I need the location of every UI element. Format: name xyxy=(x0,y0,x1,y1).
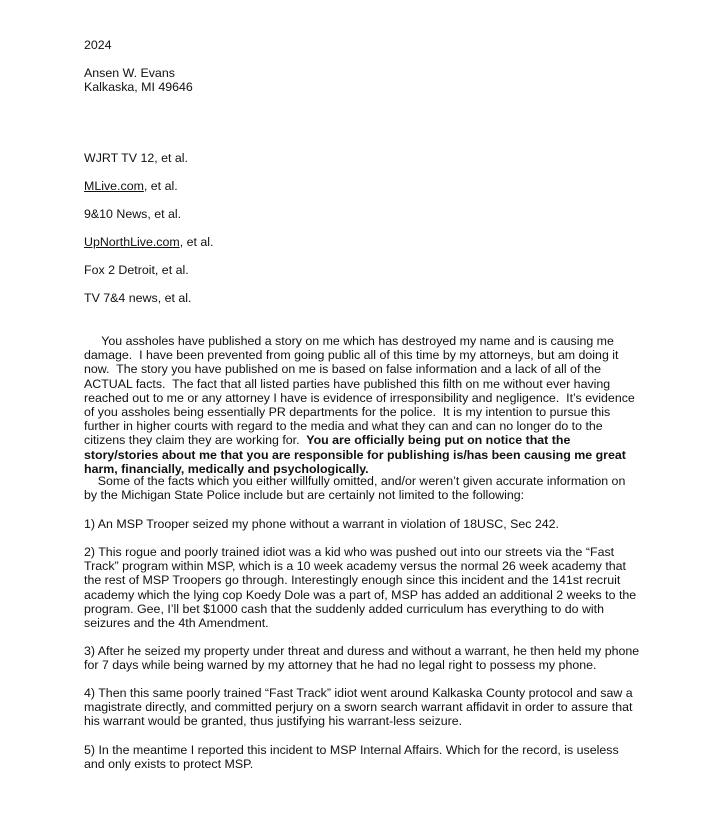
sender-name: Ansen W. Evans xyxy=(84,66,175,80)
recipient-line xyxy=(84,151,188,165)
body-paragraph: Some of the facts which you either willfully omitted, and/or weren’t given accurate information on by the Michigan State Police include but are certainly not limited to the following: xyxy=(84,474,629,503)
fact-item-text: 3) After he seized my property under threat and duress and without a warrant, he then held my phone for 7 days while being warned by my attorney that he had no legal right to possess my phone. xyxy=(84,644,640,673)
recipient-name: , et al. xyxy=(143,179,178,193)
fact-item xyxy=(84,743,640,771)
notice-statement: You are officially being put on notice that the story/stories about me that you are responsible for publishing is/has been causing me great harm, financially, medically and psychologically. xyxy=(84,433,630,476)
recipient-name: Fox 2 Detroit, et al. xyxy=(84,263,189,277)
letter-body-intro xyxy=(84,334,640,476)
recipient-link[interactable]: MLive.com xyxy=(84,179,144,193)
recipient-name: WJRT TV 12, et al. xyxy=(84,151,188,165)
fact-item xyxy=(84,545,640,630)
fact-item xyxy=(84,644,640,672)
recipient-link[interactable]: UpNorthLive.com xyxy=(84,235,180,249)
letter-body-facts-intro xyxy=(84,474,640,502)
fact-item-text: 5) In the meantime I reported this incident to MSP Internal Affairs. Which for the record, is useless and only exists to protect MSP. xyxy=(84,743,619,772)
fact-item-text: 1) An MSP Trooper seized my phone without a warrant in violation of 18USC, Sec 242. xyxy=(84,517,559,531)
recipient-line xyxy=(84,179,178,193)
recipient-name: 9&10 News, et al. xyxy=(84,207,182,221)
fact-item-text: 4) Then this same poorly trained “Fast Track” idiot went around Kalkaska County protocol and saw a magistrate directly, and committed perjury on a sworn search warrant affidavit in order to assure that his warrant would be granted, thus justifying his warrant-less seizure. xyxy=(84,686,633,729)
recipient-line xyxy=(84,291,191,305)
recipient-line xyxy=(84,235,213,249)
fact-item xyxy=(84,686,640,729)
fact-item xyxy=(84,517,640,531)
sender-city: Kalkaska, MI 49646 xyxy=(84,80,193,94)
recipient-line xyxy=(84,263,189,277)
body-paragraph-text: You assholes have published a story on me which has destroyed my name and is causing me damage. I have been prevented from going public all of this time by my attorneys, but am doing it now. The story you have published on me is based on false information and a lack of all of the ACTUAL facts. The fact that all listed parties have published this filth on me without ever having reached out to me or any attorney I have is evidence of irresponsibility and negligence. It’s evidence of you assholes being essentially PR departments for the police. It is my intention to pursue this further in higher courts with regard to the media and what they can and can no longer do to the citizens they claim they are working for. xyxy=(84,334,639,448)
recipient-name: , et al. xyxy=(179,235,214,249)
letter-date: 2024 xyxy=(84,38,112,52)
fact-item-text: 2) This rogue and poorly trained idiot was a kid who was pushed out into our streets via the “Fast Track” program within MSP, which is a 10 week academy versus the normal 26 week academy that the rest of MSP Troopers go through. Interestingly enough since this incident and the 141st recruit academy which the lying cop Koedy Dole was a part of, MSP has added an additional 2 weeks to the program. Gee, I’ll bet $1000 cash that the suddenly added curriculum has everything to do with seizures and the 4th Amendment. xyxy=(84,545,637,631)
body-paragraph xyxy=(84,334,640,476)
recipient-name: TV 7&4 news, et al. xyxy=(84,291,192,305)
recipient-line xyxy=(84,207,181,221)
